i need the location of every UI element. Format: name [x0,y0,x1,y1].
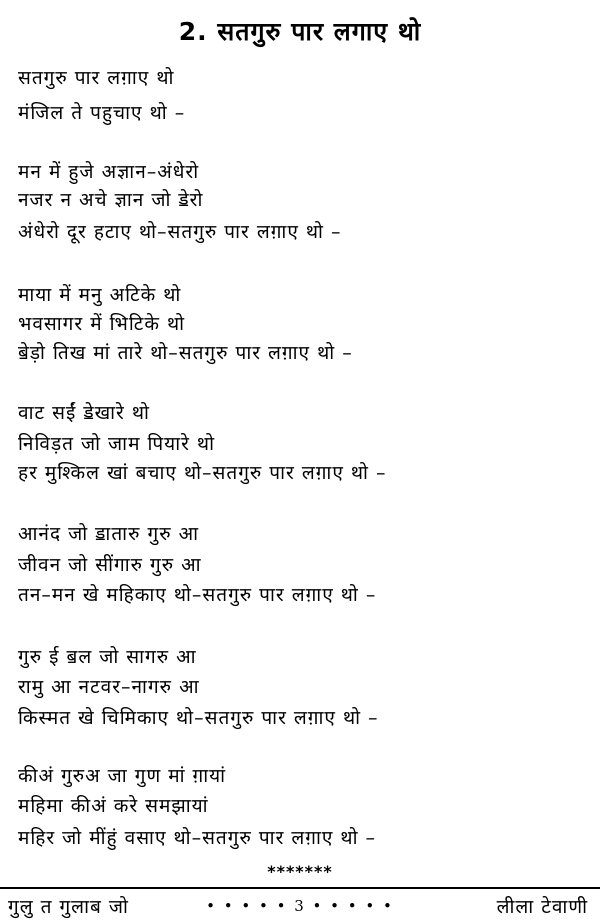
poem-line: जीवन जो सींगारु गुरु आ [18,554,202,576]
poem-line: किस्मत खे चिमिकाए थो–सतगुरु पार लग़ाए थो – [18,707,379,729]
footer-divider [0,887,600,889]
poem-line: ॿेड़ो तिख मां तारे थो–सतगुरु पार लग़ाए थो – [18,342,353,364]
poem-line: रामु आ नटवर–नागरु आ [18,676,200,698]
poem-line: कीअं गुरुअ जा गुण मां ग़ायां [18,765,227,787]
poem-line: नजर न अचे ज्ञान जो ॾेरो [18,189,204,211]
poem-line: मन में हुजे अज्ञान–अंधेरो [18,161,200,183]
footer-author: लीला टेवाणी [496,896,588,918]
page-number: • • • • • 3 • • • • • [206,897,394,915]
poem-line: सतगुरु पार लग़ाए थो [18,67,175,89]
footer-book-title: गुलु त गुलाब जो [8,896,129,918]
poem-line: अंधेरो दूर हटाए थो–सतगुरु पार लग़ाए थो – [18,221,342,243]
poem-line: महिर जो मींहुं वसाए थो–सतगुरु पार लग़ाए थो – [18,827,377,849]
poem-line: मंजिल ते पहुचाए थो – [18,102,186,124]
poem-line: महिमा कीअं करे समझायां [18,795,209,817]
poem-line: गुरु ई ॿल जो सागरु आ [18,646,197,668]
poem-line: आनंद जो ॾातारु गुरु आ [18,523,200,545]
poem-line: वाट सईं ॾेखारे थो [18,402,150,424]
poem-line: माया में मनु अटिके थो [18,284,182,306]
page-title: 2. सतगुरु पार लगाए थो [178,17,422,46]
section-separator: ******* [267,862,333,881]
poem-line: तन–मन खे महिकाए थो–सतगुरु पार लग़ाए थो – [18,584,377,606]
poem-line: भवसागर में भिटिके थो [18,313,186,335]
poem-line: हर मुश्किल खां बचाए थो–सतगुरु पार लग़ाए थो – [18,462,387,484]
poem-line: निविड़त जो जाम पियारे थो [18,433,215,455]
